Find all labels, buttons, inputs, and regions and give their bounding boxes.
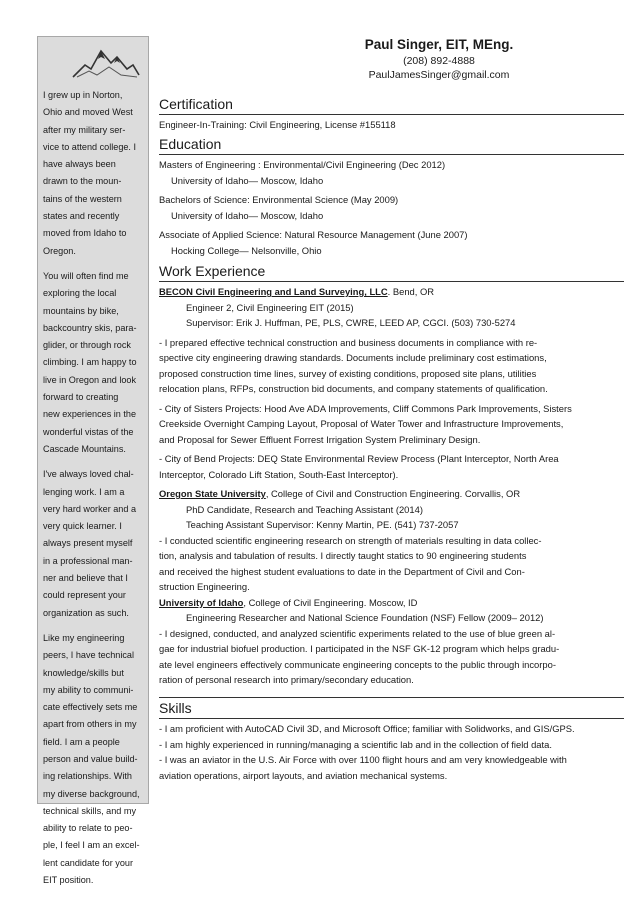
employer-name: BECON Civil Engineering and Land Surveying, LLC (159, 286, 388, 297)
education-section (159, 136, 624, 258)
sidebar-paragraph: I've always loved chal- lenging work. I am a very hard worker and a very quick learner. I always present myself in a professional man- ner and believe that I could represent your organization as such. (43, 469, 137, 618)
employer-line (159, 284, 624, 300)
bullet-line: ate level engineers effectively communicate engineering concepts to the public through incorpo- (159, 658, 556, 670)
bullet-line: - City of Sisters Projects: Hood Ave ADA Improvements, Cliff Commons Park Improvements, Sisters (159, 402, 572, 414)
bullet-line: ration of personal research into primary/secondary education. (159, 674, 414, 685)
bullet-line: - I conducted scientific engineering research on strength of materials resulting in data collec- (159, 534, 542, 546)
skill-line: aviation operations, airport layouts, and aviation mechanical systems. (159, 769, 448, 781)
skill-line: - I am proficient with AutoCAD Civil 3D, and Microsoft Office; familiar with Solidworks, and GIS/GPS. (159, 723, 575, 734)
section-divider (159, 114, 624, 115)
bullet-line: relocation plans, RFPs, construction bid documents, and company statements of qualification. (159, 383, 548, 394)
bullet-line: tion, analysis and tabulation of results. I directly taught statics to 90 engineering students (159, 550, 527, 561)
bullet-line: struction Engineering. (159, 581, 250, 592)
job-supervisor: Supervisor: Erik J. Huffman, PE, PLS, CWRE, LEED AP, CGCI. (503) 730-5274 (186, 317, 516, 328)
school-line: University of Idaho— Moscow, Idaho (171, 174, 324, 186)
resume-main (159, 36, 629, 781)
job-role: PhD Candidate, Research and Teaching Assistant (2014) (186, 503, 423, 515)
employer-line (159, 486, 624, 502)
bullet-line: - City of Bend Projects: DEQ State Environmental Review Process (Plant Interceptor, North Area (159, 453, 559, 464)
school-line: Hocking College— Nelsonville, Ohio (171, 244, 322, 256)
employer-location: . Bend, OR (387, 286, 435, 297)
sidebar-paragraph: Like my engineering peers, I have technical knowledge/skills but my ability to communi- cate effectively sets me apart from others in my field. I am a people person and value build- ing relationships. With my diverse background, technical skills, and my ability to relate to peo- ple, I feel I am an excel- lent candidate for your EIT position. (43, 632, 140, 886)
bullet-line: Interceptor, Colorado Lift Station, South-East Interceptor). (159, 468, 399, 480)
skill-line: - I was an aviator in the U.S. Air Force with over 1100 flight hours and am very knowledgeable with (159, 754, 567, 765)
sidebar-paragraph: You will often find me exploring the local mountains by bike, backcountry skis, para- glider, or through rock climbing. I am happy to live in Oregon and look forward to creating new experiences in the wonderful vistas of the Cascade Mountains. (43, 270, 137, 454)
section-divider (159, 281, 624, 282)
resume-header (159, 36, 629, 82)
bullet-line: gae for industrial biofuel production. I participated in the NSF GK-12 program which helps gradu- (159, 643, 560, 654)
degree-line: Associate of Applied Science: Natural Resource Management (June 2007) (159, 229, 468, 240)
employer-name: University of Idaho (159, 596, 244, 608)
work-experience-section (159, 263, 624, 688)
employer-name: Oregon State University (159, 488, 266, 499)
sidebar-text (43, 87, 147, 897)
section-title: Education (159, 136, 222, 152)
sidebar (37, 36, 149, 886)
job-bullet (159, 401, 624, 448)
job-bullet (159, 451, 624, 482)
section-divider (159, 718, 624, 719)
job-bullet (159, 335, 624, 397)
section-divider (159, 154, 624, 155)
mountain-logo-icon (71, 45, 141, 79)
employer-location: , College of Civil and Construction Engineering. Corvallis, OR (265, 488, 521, 499)
phone-number: (208) 892-4888 (403, 55, 475, 67)
certification-line: Engineer-In-Training: Civil Engineering, License #155118 (159, 119, 396, 130)
email-address[interactable]: PaulJamesSinger@gmail.com (368, 69, 510, 81)
bullet-line: spective city engineering drawing standards. Documents include preliminary cost estimations, (159, 352, 547, 363)
skill-line: - I am highly experienced in running/managing a scientific lab and in the collection of field data. (159, 738, 552, 750)
section-divider (159, 697, 624, 698)
sidebar-paragraph: I grew up in Norton, Ohio and moved West after my military ser- vice to attend college. I have always been drawn to the moun- tains of the western states and recently moved from Idaho to Oregon. (43, 90, 137, 256)
degree-line: Bachelors of Science: Environmental Science (May 2009) (159, 194, 399, 205)
job-role: Engineer 2, Civil Engineering EIT (2015) (186, 301, 354, 313)
certification-section (159, 96, 624, 133)
employer-location: , College of Civil Engineering. Moscow, ID (243, 596, 418, 608)
skills-section (159, 696, 624, 783)
employer-line (159, 595, 624, 611)
candidate-name: Paul Singer, EIT, MEng. (364, 37, 514, 52)
section-title: Certification (159, 96, 233, 112)
bullet-line: and Proposal for Sewer Effluent Forrest Irrigation System Preliminary Design. (159, 433, 481, 445)
school-line: University of Idaho— Moscow, Idaho (171, 209, 324, 221)
section-title: Work Experience (159, 263, 266, 279)
degree-line: Masters of Engineering : Environmental/Civil Engineering (Dec 2012) (159, 159, 446, 170)
bullet-line: proposed construction time lines, survey of existing conditions, proposed site plans, utilities (159, 367, 537, 379)
bullet-line: - I designed, conducted, and analyzed scientific experiments related to the use of blue green al- (159, 627, 556, 639)
bullet-line: and received the highest student evaluations to date in the Department of Civil and Con- (159, 565, 525, 577)
job-supervisor: Teaching Assistant Supervisor: Kenny Martin, PE. (541) 737-2057 (186, 519, 459, 530)
bullet-line: Creekside Overnight Camping Layout, Proposal of Water Tower and Infrastructure Improvements, (159, 418, 564, 429)
job-role: Engineering Researcher and National Science Foundation (NSF) Fellow (2009– 2012) (186, 612, 544, 623)
bullet-line: - I prepared effective technical construction and business documents in compliance with re- (159, 336, 538, 348)
section-title: Skills (159, 700, 192, 716)
